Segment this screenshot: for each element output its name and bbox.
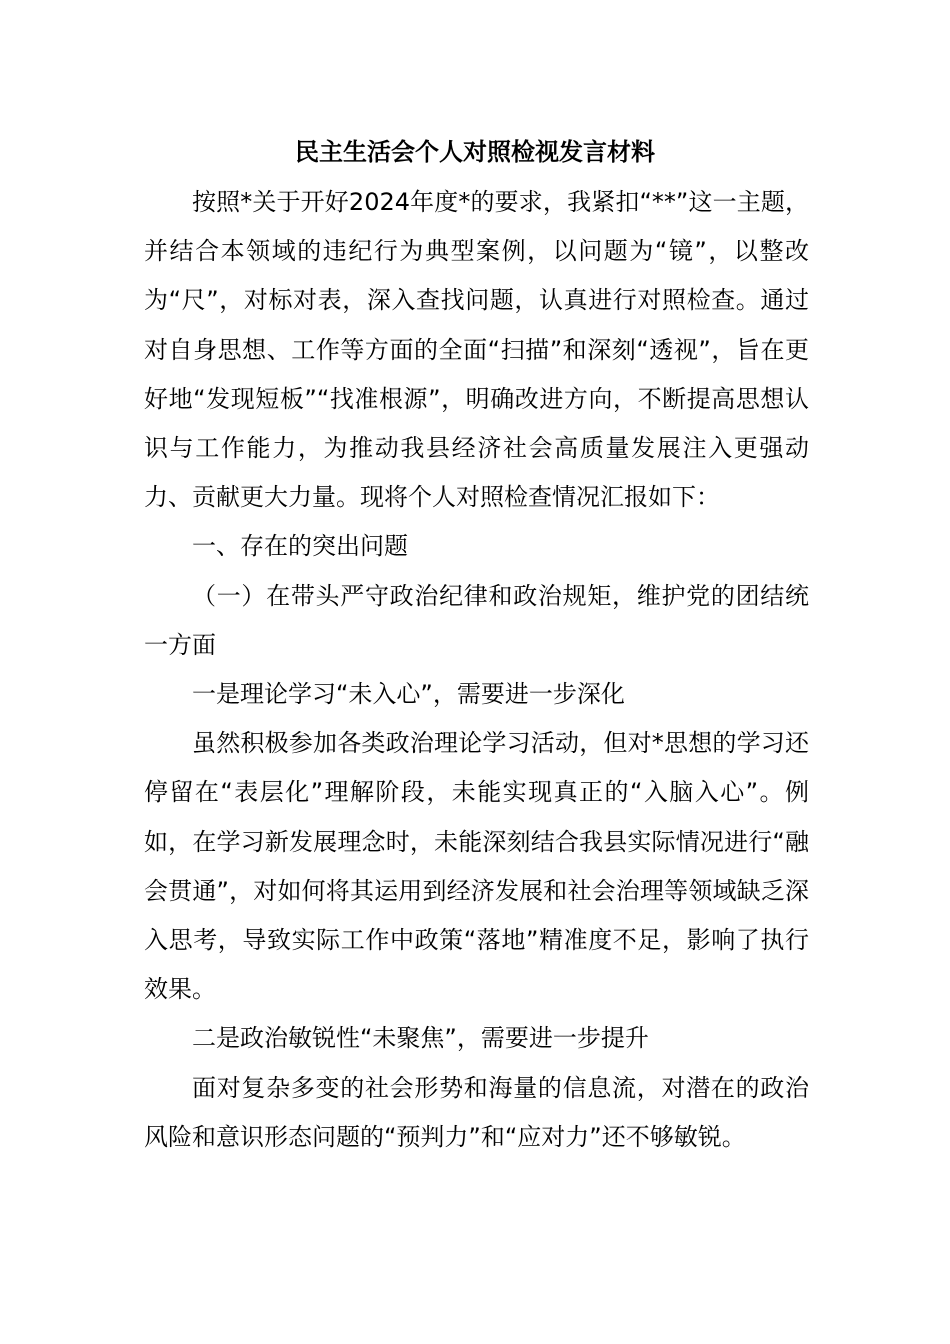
point-paragraph-2: 面对复杂多变的社会形势和海量的信息流，对潜在的政治风险和意识形态问题的“预判力”和“应对力”还不够敏锐。	[144, 1073, 809, 1151]
document-title: 民主生活会个人对照检视发言材料	[295, 138, 655, 166]
point-heading-2: 二是政治敏锐性“未聚焦”，需要进一步提升	[192, 1024, 649, 1053]
point-paragraph-1: 虽然积极参加各类政治理论学习活动，但对*思想的学习还停留在“表层化”理解阶段，未能实现真正的“入脑入心”。例如，在学习新发展理念时，未能深刻结合我县实际情况进行“融会贯通”，对如何将其运用到经济发展和社会治理等领域缺乏深入思考，导致实际工作中政策“落地”精准度不足，影响了执行效果。	[144, 729, 809, 1004]
subsection-heading: （一）在带头严守政治纪律和政治规矩，维护党的团结统一方面	[144, 581, 809, 659]
section-heading: 一、存在的突出问题	[192, 532, 408, 561]
intro-paragraph: 按照*关于开好2024年度*的要求，我紧扣“**”这一主题，并结合本领域的违纪行为典型案例，以问题为“镜”，以整改为“尺”，对标对表，深入查找问题，认真进行对照检查。通过对自身思想、工作等方面的全面“扫描”和深刻“透视”，旨在更好地“发现短板”“找准根源”，明确改进方向，不断提高思想认识与工作能力，为推动我县经济社会高质量发展注入更强动力、贡献更大力量。现将个人对照检查情况汇报如下：	[144, 188, 809, 512]
point-heading-1: 一是理论学习“未入心”，需要进一步深化	[192, 680, 625, 709]
document-body	[144, 178, 809, 1162]
